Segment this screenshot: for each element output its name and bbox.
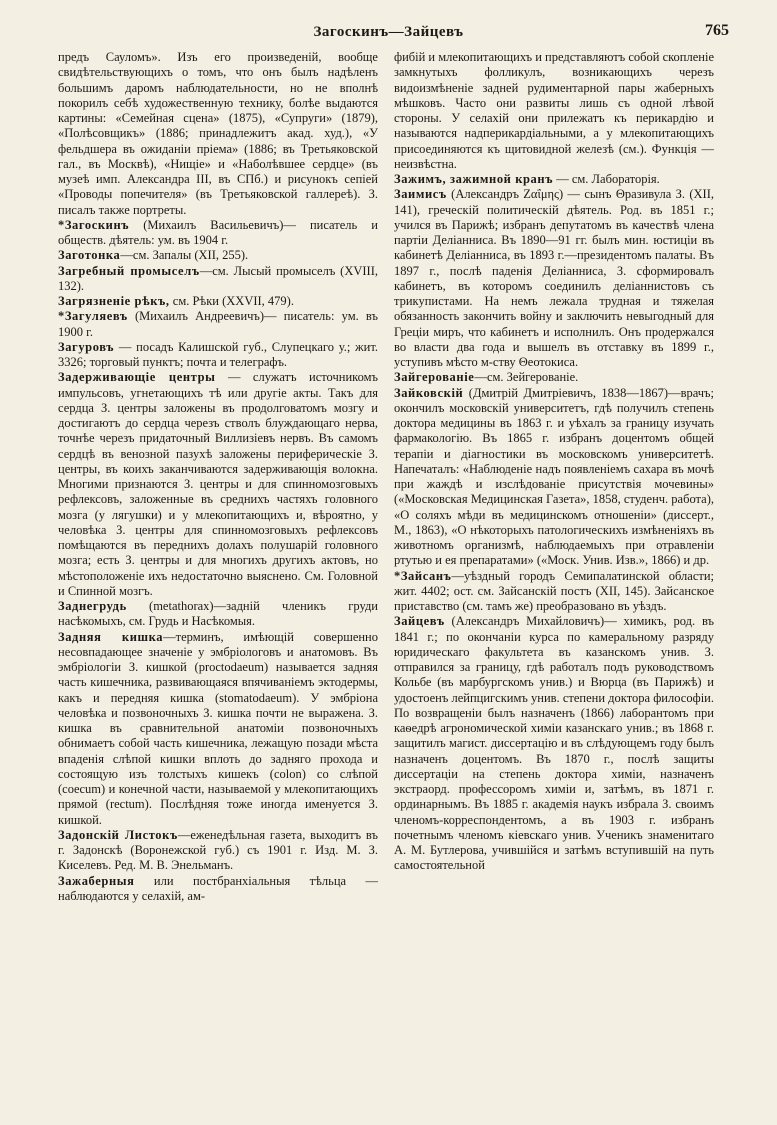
entry-headword: *Загоскинъ bbox=[58, 217, 130, 232]
entry-text: или постбранхіальныя тѣльца — наблюдаются у селахій, ам- bbox=[58, 873, 378, 903]
entry-text: —см. Запалы (XII, 255). bbox=[120, 248, 249, 263]
entry-headword: Загуровъ bbox=[58, 339, 115, 354]
dictionary-entry bbox=[58, 218, 378, 249]
dictionary-entry bbox=[58, 294, 378, 309]
entry-headword: Зажимъ, зажимной кранъ bbox=[394, 172, 554, 186]
entry-headword: Загрязненіе рѣкъ, bbox=[58, 294, 170, 308]
entry-text: см. Рѣки (XXVII, 479). bbox=[169, 294, 294, 308]
entry-text: — посадъ Калишской губ., Слупецкаго у.; жит. 3326; торговый пунктъ; почта и телеграфъ. bbox=[58, 339, 378, 369]
dictionary-entry bbox=[394, 386, 714, 569]
entry-text: (metathorax)—задній членикъ груди насѣкомыхъ, см. Грудь и Насѣкомыя. bbox=[58, 599, 378, 629]
entry-headword: Заимисъ bbox=[394, 187, 447, 202]
dictionary-entry bbox=[394, 614, 714, 873]
entry-text: (Александръ Ζαΐμης) — сынъ Θразивула З. (XII, 141), греческій политическій дѣятель. Род. въ 1851 г.; учился въ Парижѣ; избранъ депутатомъ въ качествѣ члена партіи Деліанниса. Въ 1890—91 гг. былъ мин. юстиціи въ кабинетѣ Деліанниса, въ 1893 г.—президентомъ палаты. Въ 1897 г., послѣ паденія Деліанниса, З. сформировалъ кабинетъ, въ которомъ соединилъ деліаннистовъ съ трикупистами. На немъ лежала трудная и тяжелая обязанность закончить войну и заключить невыгодный для Греціи миръ, что кабинетъ и исполнилъ. Онъ продержался во власти два года и вышелъ въ отставку въ 1899 г., уступивъ мѣсто м-ству Θеотокиса. bbox=[394, 187, 714, 369]
entry-headword: Задняя кишка bbox=[58, 629, 164, 644]
entry-text: (Михаилъ Андреевичъ)— писатель: ум. въ 1900 г. bbox=[58, 309, 378, 339]
dictionary-entry bbox=[58, 50, 378, 218]
dictionary-entry bbox=[58, 630, 378, 828]
entry-headword: Заготонка bbox=[58, 248, 121, 263]
entry-text: — см. Лабораторія. bbox=[553, 172, 660, 186]
dictionary-entry bbox=[58, 309, 378, 340]
entry-text: —терминъ, имѣющій совершенно несовпадающее значеніе у эмбріологовъ и анатомовъ. Въ эмбріологіи З. кишкой (proctodaeum) называется задняя часть кишечника, развивающаяся впячиваніемъ эктодермы, какъ и передняя кишка (stomatodaeum). У эмбріона человѣка и позвоночныхъ З. кишка почти не выражена. З. кишка въ сравнительной анатоміи позвоночныхъ обнимаетъ собой часть кишечника, лежащую позади мѣста впаденія слѣпой кишки вплоть до задняго прохода и состоящую изъ толстыхъ кишекъ (colon) со слѣпой (coecum) и конечной части, называемой у млекопитающихъ прямой (rectum). Послѣдняя тоже иногда именуется З. кишкой. bbox=[58, 629, 378, 827]
entry-text: —см. Зейгерованіе. bbox=[474, 370, 579, 385]
entry-text: фибій и млекопитающихъ и представляютъ собой скопленіе замкнутыхъ фолликулъ, возникающихъ черезъ видоизмѣненіе задней рудиментарной пары жаберныхъ мѣшковъ. Часто они развиты лишь съ одной лѣвой стороны. У селахій они прилежатъ къ перикардію и называются надперикардіальными, а у млекопитающихъ присоединяются къ щитовидной железѣ (см.). Функція —неизвѣстна. bbox=[394, 50, 714, 171]
entry-headword: Зайцевъ bbox=[394, 614, 445, 629]
page-header bbox=[0, 20, 777, 50]
entry-text: — служатъ источникомъ импульсовъ, угнетающихъ тѣ или другіе акты. Такъ для сердца З. центры заложены въ продолговатомъ мозгу и достигаютъ до сердца черезъ стволъ блуждающаго нерва, точнѣе черезъ придаточный Виллизіевъ нервъ. Въ самомъ сердцѣ въ венозной пазухѣ заложены периферическіе З. центры, въ коихъ заканчиваются задерживающія волокна. Многими признаются З. центры и для спинномозговыхъ рефлексовъ, заложенные въ среднихъ частяхъ головного мозга (у лягушки) и у млекопитающихъ и, вѣроятно, у человѣка З. центры для спинномозговыхъ рефлексовъ помѣщаются въ переднихъ долахъ полушарій головного мозга; есть З. центры и для многихъ другихъ актовъ, но мѣстоположеніе ихъ недостаточно выяснено. См. Головной и Спинной мозгъ. bbox=[58, 370, 378, 598]
entry-text: —еженедѣльная газета, выходитъ въ г. Задонскѣ (Воронежской губ.) съ 1901 г. Изд. М. З. Киселевъ. Ред. М. В. Энельманъ. bbox=[58, 827, 378, 873]
left-column bbox=[58, 50, 378, 904]
dictionary-entry bbox=[58, 248, 378, 263]
entry-headword: *Загуляевъ bbox=[58, 309, 128, 324]
entry-text: предъ Сауломъ». Изъ его произведеній, вообще свидѣтельствующихъ о томъ, что онъ былъ надѣленъ большимъ даромъ наблюдательности, но не вполнѣ покорилъ себѣ художественную технику, болѣе выдаются картины: «Семейная сцена» (1875), «Супруги» (1879), «Полѣсовщикъ» (1886; принадлежитъ акад. худ.), «У фельдшера въ ожиданіи пріема» (1886; въ Третьяковской гал., въ Москвѣ), «Нищіе» и «Наболѣвшее сердце» (въ музеѣ имп. Александра III, въ СПб.) и рисунокъ сепіей «Проводы попечителя» (въ Третьяковской галлереѣ). З. писалъ также портреты. bbox=[58, 50, 378, 217]
entry-headword: Заднегрудь bbox=[58, 599, 127, 613]
entry-headword: Загребный промыселъ bbox=[58, 263, 200, 278]
dictionary-entry bbox=[58, 828, 378, 874]
entry-headword: *Зайсанъ bbox=[394, 568, 452, 583]
entry-headword: Зайгерованіе bbox=[394, 370, 475, 385]
entry-headword: Зажаберныя bbox=[58, 873, 135, 888]
dictionary-entry bbox=[58, 340, 378, 371]
page-number: 765 bbox=[705, 22, 729, 39]
entry-text: (Дмитрій Дмитріевичъ, 1838—1867)—врачъ; окончилъ московскій университетъ, гдѣ получилъ степень доктора медицины въ 1863 г. и уѣхалъ за границу изучать фармакологію. Въ 1865 г. избранъ доцентомъ общей терапіи и діагностики въ московскомъ университетѣ. Напечаталъ: «Наблюденіе надъ появленіемъ сахара въ мочѣ при жаждѣ и изслѣдованіе присутствія мочевины» («Московская Медицинская Газета», 1858, студенч. работа), «О соляхъ мѣди въ медицинскомъ отношеніи» (диссерт., М., 1863), «О нѣкоторыхъ патологическихъ измѣненіяхъ въ животномъ организмѣ, наблюдаемыхъ при отравленіи ртутью и ея препаратами» («Моск. Унив. Изв.», 1866) и др. bbox=[394, 385, 715, 568]
dictionary-entry bbox=[394, 569, 714, 615]
dictionary-entry bbox=[58, 264, 378, 295]
entry-headword: Задерживающіе центры bbox=[58, 370, 216, 385]
dictionary-entry bbox=[394, 370, 714, 385]
dictionary-entry bbox=[394, 172, 714, 187]
entry-headword: Задонскій Листокъ bbox=[58, 827, 178, 842]
dictionary-entry bbox=[394, 187, 714, 370]
entry-text: —см. Лысый промыселъ (XVIII, 132). bbox=[58, 263, 379, 293]
dictionary-entry bbox=[58, 599, 378, 630]
dictionary-entry bbox=[58, 370, 378, 599]
entry-text: —уѣздный городъ Семипалатинской области; жит. 4402; ост. см. Зайсанскій постъ (XII, 145). Зайсанское приставство (см. тамъ же) преобразовано въ уѣздъ. bbox=[394, 568, 714, 613]
right-column bbox=[394, 50, 714, 874]
entry-text: (Александръ Михайловичъ)— химикъ, род. въ 1841 г.; по окончаніи курса по камеральному разряду юридическаго факультета въ казанскомъ унив. З. отправился за границу, гдѣ работалъ подъ руководствомъ Кольбе (въ марбургскомъ унив.) и Вюрца (въ Парижѣ) и удостоенъ лейпцигскимъ унив. степени доктора философіи. По возвращеніи былъ назначенъ (1866) лаборантомъ при каѳедрѣ агрономической химіи казанскаго унив.; въ 1868 г. защитилъ магист. диссертацію и въ слѣдующемъ году былъ назначенъ доцентомъ. Въ 1870 г., послѣ защиты диссертаціи на степень доктора химіи, назначенъ экстраорд. профессоромъ химіи и, затѣмъ, въ 1871 г. ординарнымъ. Въ 1885 г. академія наукъ избрала З. своимъ членомъ-корреспондентомъ, а въ 1903 г. избранъ почетнымъ членомъ кіевскаго унив. Ученикъ знаменитаго А. М. Бутлерова, учившійся и затѣмъ вступившій на путь самостоятельной bbox=[394, 614, 714, 873]
dictionary-entry bbox=[58, 874, 378, 905]
running-title: Загоскинъ—Зайцевъ bbox=[313, 24, 464, 40]
dictionary-entry bbox=[394, 50, 714, 172]
entry-text: (Михаилъ Васильевичъ)— писатель и обществ. дѣятель: ум. въ 1904 г. bbox=[58, 217, 378, 247]
entry-headword: Зайковскій bbox=[394, 385, 464, 400]
